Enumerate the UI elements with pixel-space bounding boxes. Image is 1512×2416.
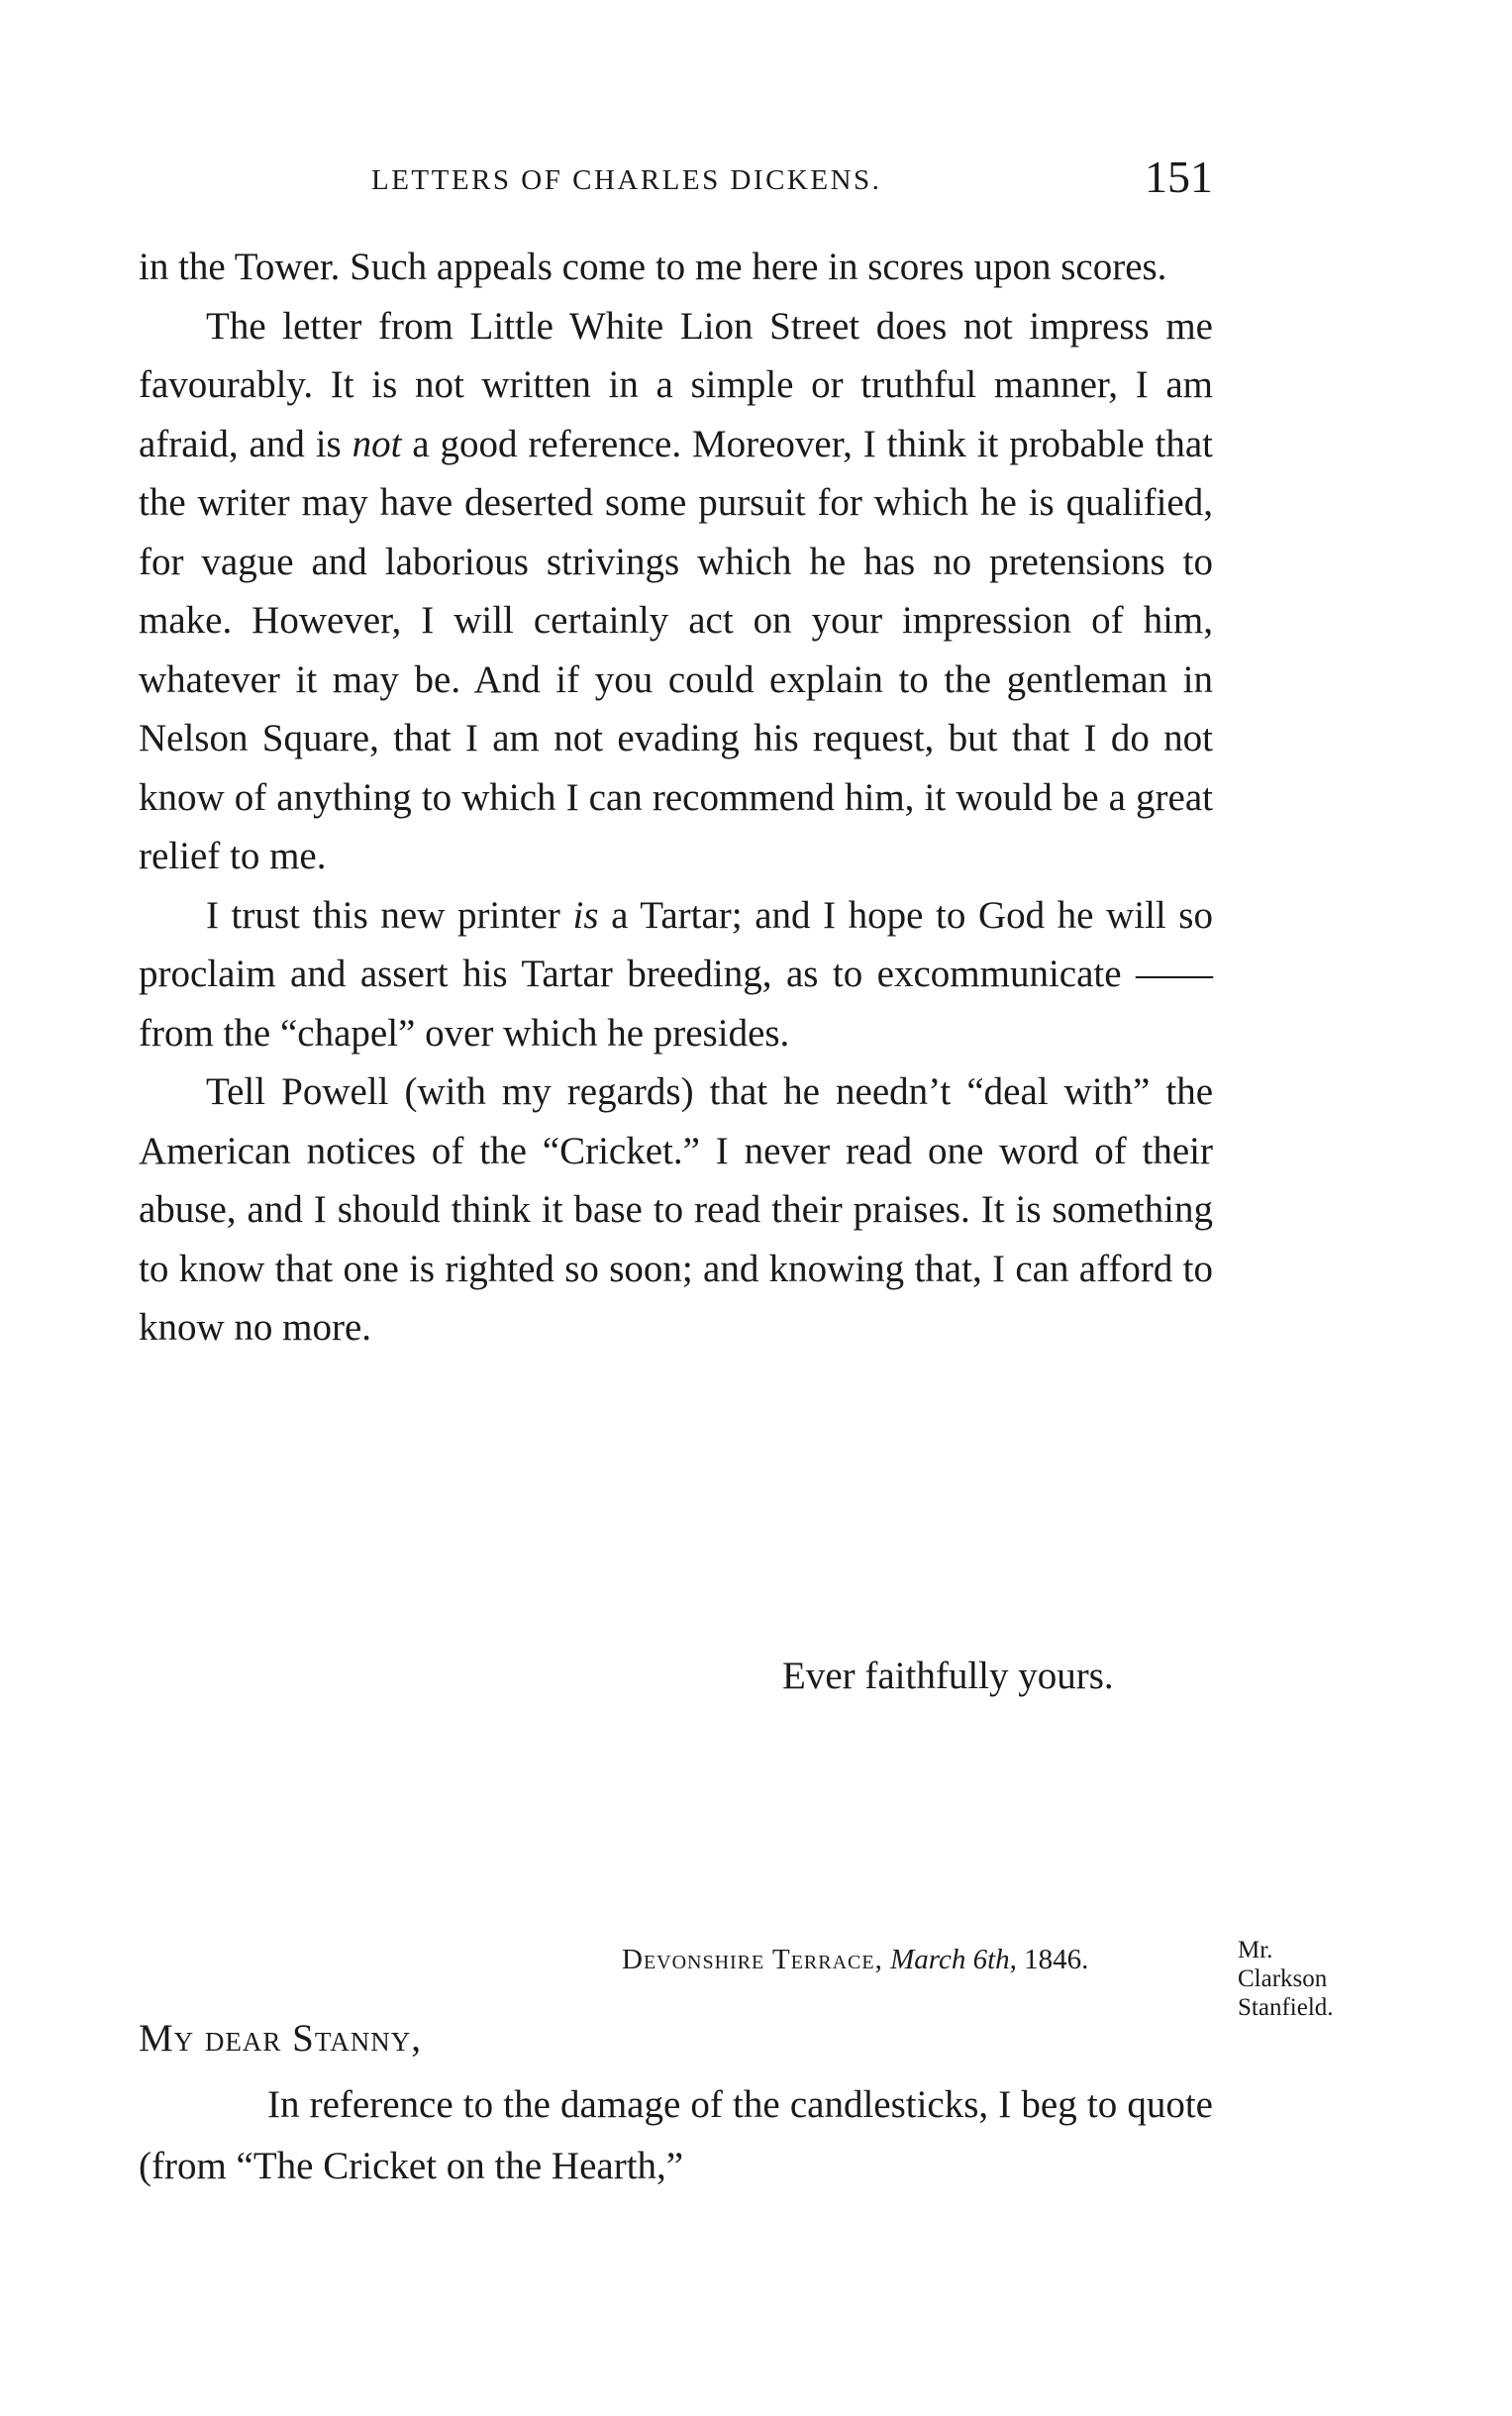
dateline-date: March 6th,: [890, 1944, 1017, 1975]
running-title: LETTERS OF CHARLES DICKENS.: [371, 164, 882, 196]
dateline-year: 1846.: [1024, 1944, 1089, 1975]
paragraph: in the Tower. Such appeals come to me here in scores upon scores.: [139, 246, 1167, 288]
recipient-line: Clarkson: [1238, 1965, 1328, 1992]
recipient-line: Stanfield.: [1238, 1994, 1334, 2021]
emphasis: is: [572, 893, 599, 937]
recipient-line: Mr.: [1238, 1937, 1273, 1963]
paragraph-text: a Tartar; and I hope to God he will so proclaim and assert his Tartar breeding, as to excommunicate —— from the “chapel” over which he presides.: [139, 893, 1213, 1055]
paragraph: Tell Powell (with my regards) that he needn’t “deal with” the American notices of the “Cricket.” I never read one word of their abuse, and I should think it base to read their praises. It is something to know that one is righted so soon; and knowing that, I can afford to know no more.: [139, 1070, 1213, 1349]
paragraph-text: I trust this new printer: [206, 893, 573, 937]
paragraph: In reference to the damage of the candlesticks, I beg to quote (from “The Cricket on the Hearth,”: [139, 2083, 1213, 2187]
letter-body: [139, 238, 1213, 1358]
second-letter-body: [139, 2074, 1213, 2197]
paragraph: [139, 297, 1213, 886]
salutation: My dear Stanny,: [139, 2017, 422, 2060]
paragraph-text: The letter from Little White Lion Street does not impress me favourably. It is not written in a simple or truthful manner, I am afraid, and is: [139, 304, 1213, 465]
paragraph-text: a good reference. Moreover, I think it probable that the writer may have deserted some pursuit for which he is qualified, for vague and laborious strivings which he has no pretensions to make. However, I will certainly act on your impression of him, whatever it may be. And if you could explain to the gentleman in Nelson Square, that I am not evading his request, but that I do not know of anything to which I can recommend him, it would be a great relief to me.: [139, 422, 1213, 877]
dateline-place: Devonshire Terrace,: [622, 1944, 883, 1975]
emphasis: not: [352, 422, 402, 465]
page-header: [139, 151, 1213, 216]
signoff: Ever faithfully yours.: [782, 1655, 1114, 1697]
page-number: 151: [1145, 151, 1213, 202]
dateline: [622, 1944, 1088, 1976]
recipient-note: [1238, 1936, 1396, 2022]
paragraph: [139, 886, 1213, 1063]
